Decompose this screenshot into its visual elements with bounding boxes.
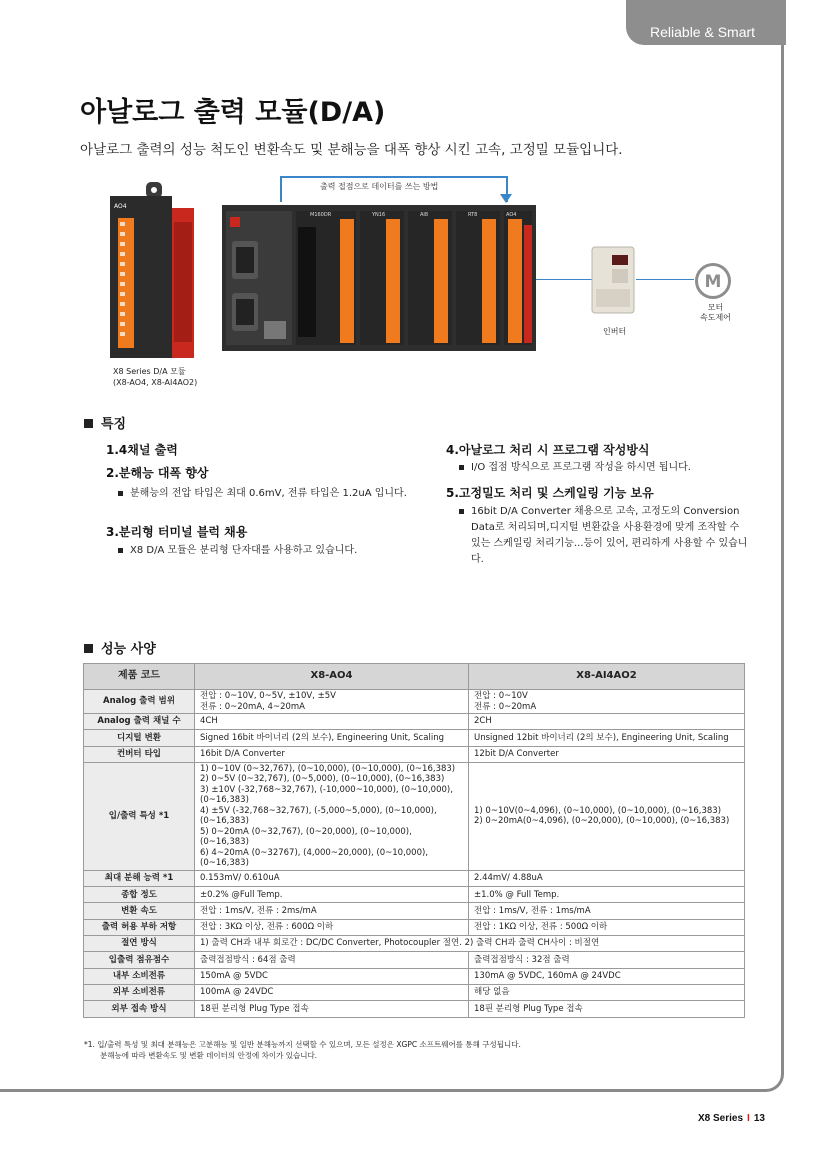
footer-separator: I	[747, 1113, 750, 1124]
spec-value-ao4: 1) 0~10V (0~32,767), (0~10,000), (0~10,000), (0~16,383) 2) 0~5V (0~32,767), (0~5,000), (0~10,000), (0~16,383) 3) ±10V (-32,768~32,767), (-10,000~10,000), (0~10,000), (0~16,383) 4) ±5V (-32,768~32,767), (-5,000~5,000), (0~10,000), (0~16,383) 5) 0~20mA (0~32,767), (0~20,000), (0~10,000), (0~16,383) 6) 4~20mA (0~32767), (4,000~20,000), (0~10,000), (0~16,383)	[195, 762, 469, 870]
spec-value-ao4: 전압 : 1ms/V, 전류 : 2ms/mA	[195, 903, 469, 919]
rack-label-di: YN16	[372, 212, 386, 218]
module-caption-line-1: X8 Series D/A 모듈	[113, 367, 186, 376]
spec-label: 최대 분해 능력 *1	[84, 870, 195, 886]
spec-label: 입/출력 특성 *1	[84, 762, 195, 870]
spec-row	[84, 984, 745, 1000]
feature-1-title: 1.4채널 출력	[106, 443, 178, 457]
feature-4-text: I/O 접점 방식으로 프로그램 작성을 하시면 됩니다.	[459, 460, 749, 476]
spec-value-ai4ao2: 전압 : 1ms/V, 전류 : 1ms/mA	[469, 903, 745, 919]
spec-value-ai4ao2: 130mA @ 5VDC, 160mA @ 24VDC	[469, 968, 745, 984]
spec-row	[84, 714, 745, 730]
connector-line	[536, 279, 592, 280]
spec-row	[84, 1001, 745, 1017]
motor-label-line-1: 모터	[707, 303, 724, 312]
page-subtitle: 아날로그 출력의 성능 척도인 변환속도 및 분해능을 대폭 향상 시킨 고속, 고정밀 모듈입니다.	[80, 142, 623, 158]
spec-value-ai4ao2: 2CH	[469, 714, 745, 730]
module-image	[110, 182, 194, 358]
plc-rack-image	[222, 205, 536, 351]
rack-label-cpu: M160DR	[310, 212, 332, 218]
spec-label: 컨버터 타입	[84, 746, 195, 762]
spec-row	[84, 887, 745, 903]
spec-value: 1) 출력 CH과 내부 회로간 : DC/DC Converter, Photocoupler 절연. 2) 출력 CH과 출력 CH사이 : 비절연	[195, 936, 745, 952]
square-bullet-icon	[84, 644, 93, 653]
spec-value-ai4ao2: 1) 0~10V(0~4,096), (0~10,000), (0~10,000), (0~16,383) 2) 0~20mA(0~4,096), (0~20,000), (0~10,000), (0~16,383)	[469, 762, 745, 870]
rack-label-ao: AO4	[506, 212, 517, 218]
footer-series: X8 Series	[698, 1113, 744, 1124]
footnote-line-2: 분해능에 따라 변환속도 및 변환 데이터의 안정에 차이가 있습니다.	[100, 1051, 318, 1060]
motor-label	[700, 303, 731, 323]
spec-value-ao4: 출력접점방식 : 64점 출력	[195, 952, 469, 968]
page-number: 13	[753, 1113, 765, 1124]
rack-label-rt: RT8	[468, 212, 478, 218]
spec-label: 내부 소비전류	[84, 968, 195, 984]
spec-row	[84, 762, 745, 870]
spec-label: Analog 출력 채널 수	[84, 714, 195, 730]
inverter-label: 인버터	[603, 327, 627, 336]
page-footer	[698, 1113, 765, 1124]
spec-row	[84, 968, 745, 984]
feature-2-title: 2.분해능 대폭 향상	[106, 466, 209, 480]
spec-row	[84, 952, 745, 968]
spec-value-ai4ao2: ±1.0% @ Full Temp.	[469, 887, 745, 903]
module-label: AO4	[114, 203, 127, 210]
spec-header-row	[84, 664, 745, 690]
header-tag: Reliable & Smart	[626, 0, 786, 45]
spec-value-ai4ao2: 18핀 분리형 Plug Type 접속	[469, 1001, 745, 1017]
column-header: X8-AO4	[195, 664, 469, 690]
square-bullet-icon	[84, 419, 93, 428]
feature-5-title: 5.고정밀도 처리 및 스케일링 기능 보유	[446, 486, 654, 500]
feature-4-title: 4.아날로그 처리 시 프로그램 작성방식	[446, 443, 650, 457]
spec-value-ai4ao2: Unsigned 12bit 바이너리 (2의 보수), Engineering Unit, Scaling	[469, 730, 745, 746]
spec-label: 종합 정도	[84, 887, 195, 903]
spec-table	[83, 663, 745, 1018]
footnote	[84, 1039, 521, 1061]
motor-icon	[694, 262, 732, 300]
spec-value-ai4ao2: 출력접점방식 : 32점 출력	[469, 952, 745, 968]
spec-row	[84, 903, 745, 919]
feature-2-text: 분해능의 전압 타입은 최대 0.6mV, 전류 타입은 1.2uA 입니다.	[118, 486, 408, 502]
spec-value-ao4: 150mA @ 5VDC	[195, 968, 469, 984]
spec-value-ao4: 0.153mV/ 0.610uA	[195, 870, 469, 886]
motor-symbol: M	[704, 272, 722, 292]
spec-row	[84, 746, 745, 762]
module-caption	[113, 366, 197, 388]
page-title: 아날로그 출력 모듈(D/A)	[80, 97, 386, 128]
spec-value-ai4ao2: 2.44mV/ 4.88uA	[469, 870, 745, 886]
spec-value-ao4: 4CH	[195, 714, 469, 730]
spec-value-ao4: 18핀 분리형 Plug Type 접속	[195, 1001, 469, 1017]
spec-label: 입출력 점유점수	[84, 952, 195, 968]
spec-label: 출력 허용 부하 저항	[84, 919, 195, 935]
features-heading-text: 특징	[101, 417, 127, 432]
specs-heading	[84, 638, 156, 657]
features-heading	[84, 413, 126, 432]
column-header: X8-AI4AO2	[469, 664, 745, 690]
spec-label: 디지털 변환	[84, 730, 195, 746]
spec-row	[84, 730, 745, 746]
spec-label: 변환 속도	[84, 903, 195, 919]
footnote-line-1: *1. 입/출력 특성 및 최대 분해능은 고분해능 및 일반 분해능까지 선택할 수 있으며, 모든 설정은 XGPC 소프트웨어를 통해 구성됩니다.	[84, 1040, 521, 1049]
inverter-image	[590, 245, 636, 315]
spec-row	[84, 690, 745, 714]
spec-value-ao4: 16bit D/A Converter	[195, 746, 469, 762]
arrow-down-icon	[500, 194, 512, 203]
spec-value-ao4: ±0.2% @Full Temp.	[195, 887, 469, 903]
spec-value-ao4: 전압 : 3KΩ 이상, 전류 : 600Ω 이하	[195, 919, 469, 935]
column-header: 제품 코드	[84, 664, 195, 690]
specs-heading-text: 성능 사양	[101, 642, 156, 657]
spec-label: 외부 접속 방식	[84, 1001, 195, 1017]
connector-line	[636, 279, 694, 280]
spec-value-ao4: Signed 16bit 바이너리 (2의 보수), Engineering Unit, Scaling	[195, 730, 469, 746]
spec-row	[84, 919, 745, 935]
spec-value-ai4ao2: 전압 : 1KΩ 이상, 전류 : 500Ω 이하	[469, 919, 745, 935]
spec-label: Analog 출력 범위	[84, 690, 195, 714]
spec-value-ao4: 100mA @ 24VDC	[195, 984, 469, 1000]
feature-3-title: 3.분리형 터미널 블럭 채용	[106, 525, 248, 539]
arrow-label: 출력 접점으로 데이터를 쓰는 방법	[320, 182, 439, 191]
spec-row	[84, 870, 745, 886]
rack-label-ai: AI8	[420, 212, 429, 218]
spec-row	[84, 936, 745, 952]
spec-value-ai4ao2: 12bit D/A Converter	[469, 746, 745, 762]
motor-label-line-2: 속도제어	[700, 313, 731, 322]
module-caption-line-2: (X8-AO4, X8-AI4AO2)	[113, 378, 198, 387]
feature-5-text: 16bit D/A Converter 채용으로 고속, 고정도의 Conversion Data로 처리되며,디지털 변환값을 사용환경에 맞게 조작할 수 있는 스케일링 처리기능...등이 있어, 편리하게 사용할 수 있습니다.	[459, 504, 751, 568]
feature-3-text: X8 D/A 모듈은 분리형 단자대를 사용하고 있습니다.	[118, 543, 408, 559]
spec-value-ai4ao2: 해당 없음	[469, 984, 745, 1000]
spec-label: 외부 소비전류	[84, 984, 195, 1000]
spec-label: 절연 방식	[84, 936, 195, 952]
spec-value-ai4ao2: 전압 : 0~10V 전류 : 0~20mA	[469, 690, 745, 714]
spec-value-ao4: 전압 : 0~10V, 0~5V, ±10V, ±5V 전류 : 0~20mA, 4~20mA	[195, 690, 469, 714]
